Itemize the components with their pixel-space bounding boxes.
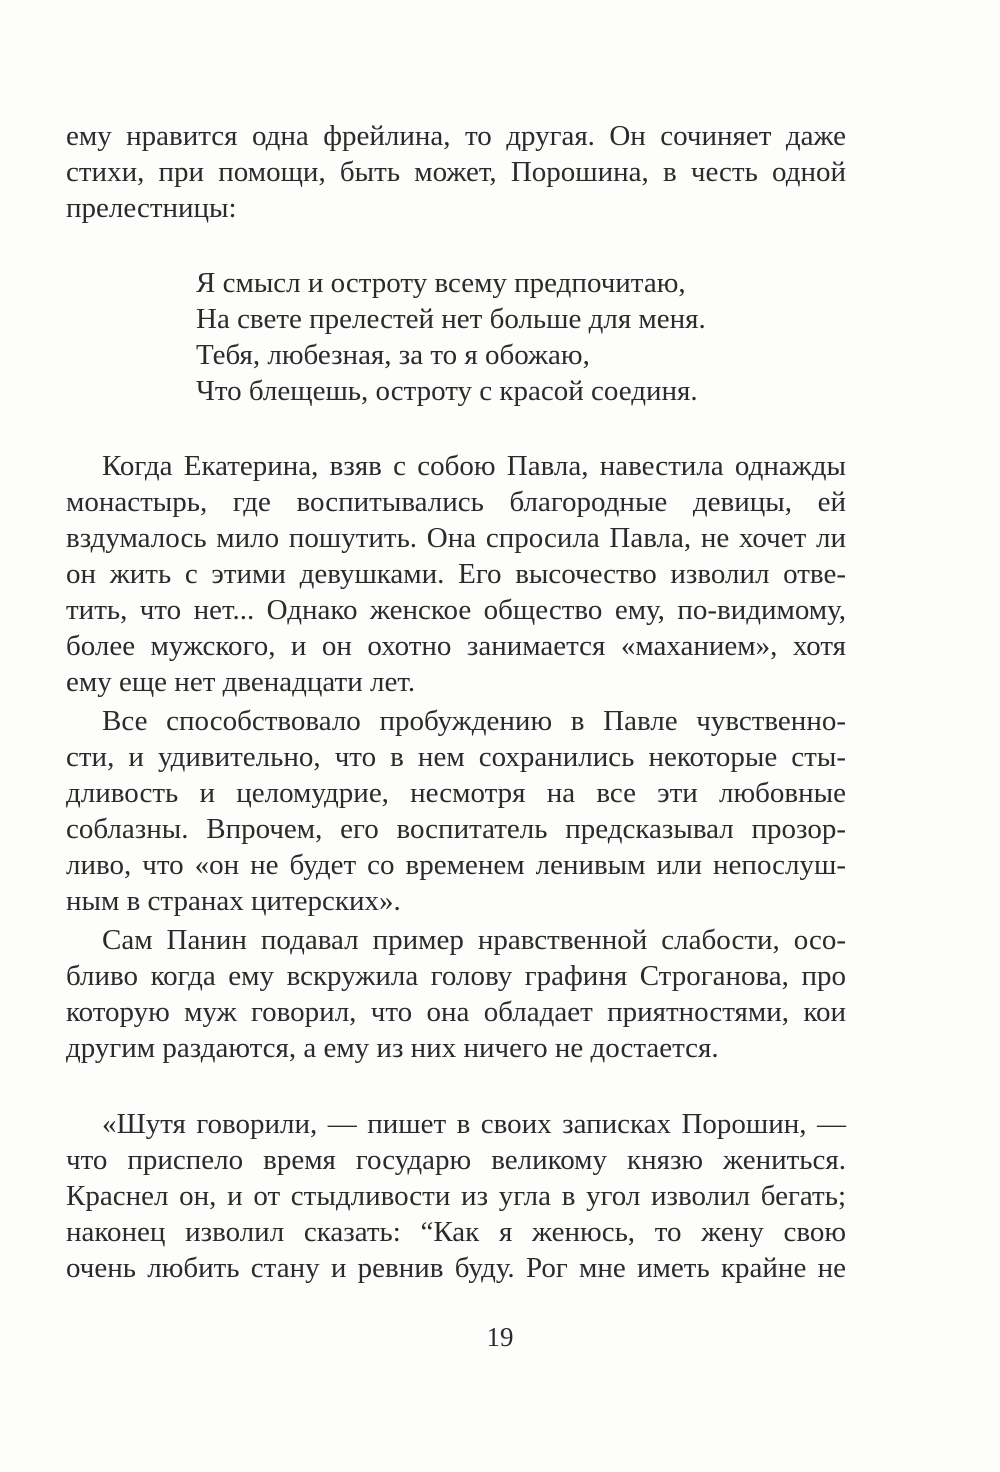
verse-line: На свете прелестей нет больше для меня. [196,303,706,335]
text-line: дливость и целомудрие, несмотря на все эти любовные [66,777,846,809]
text-line: очень любить стану и ревнив буду. Рог мне иметь крайне не [66,1252,846,1284]
verse-line: Я смысл и остроту всему предпочитаю, [196,267,686,299]
text-line: сти, и удивительно, что в нем сохранились некоторые сты- [66,741,846,773]
text-line: другим раздаются, а ему из них ничего не достается. [66,1032,719,1064]
text-line: более мужского, и он охотно занимается «маханием», хотя [66,630,846,662]
text-line: наконец изволил сказать: “Как я женюсь, то жену свою [66,1216,846,1248]
text-line: Все способствовало пробуждению в Павле чувственно- [102,705,846,737]
text-line: которую муж говорил, что она обладает приятностями, кои [66,996,846,1028]
text-line: вздумалось мило пошутить. Она спросила Павла, не хочет ли [66,522,846,554]
text-line: ему нравится одна фрейлина, то другая. Он сочиняет даже [66,120,846,152]
text-line: Когда Екатерина, взяв с собою Павла, навестила однажды [102,450,846,482]
text-line: «Шутя говорили, — пишет в своих записках Порошин, — [102,1108,846,1140]
page-number: 19 [486,1322,514,1352]
text-line: Сам Панин подавал пример нравственной слабости, осо- [102,924,846,956]
text-line: прелестницы: [66,192,237,224]
text-line: тить, что нет... Однако женское общество ему, по-видимому, [66,594,846,626]
text-line: соблазны. Впрочем, его воспитатель предсказывал прозор- [66,813,846,845]
text-line: ливо, что «он не будет со временем ленивым или непослуш- [66,849,846,881]
text-line: бливо когда ему вскружила голову графиня Строганова, про [66,960,846,992]
text-line: ным в странах цитерских». [66,885,401,917]
text-line: что приспело время государю великому князю жениться. [66,1144,846,1176]
text-line: Краснел он, и от стыдливости из угла в угол изволил бегать; [66,1180,846,1212]
text-line: он жить с этими девушками. Его высочество изволил отве- [66,558,846,590]
text-line: монастырь, где воспитывались благородные девицы, ей [66,486,846,518]
verse-line: Тебя, любезная, за то я обожаю, [196,339,590,371]
text-line: стихи, при помощи, быть может, Порошина, в честь одной [66,156,846,188]
verse-line: Что блещешь, остроту с красой соединя. [196,375,698,407]
text-line: ему еще нет двенадцати лет. [66,666,416,698]
